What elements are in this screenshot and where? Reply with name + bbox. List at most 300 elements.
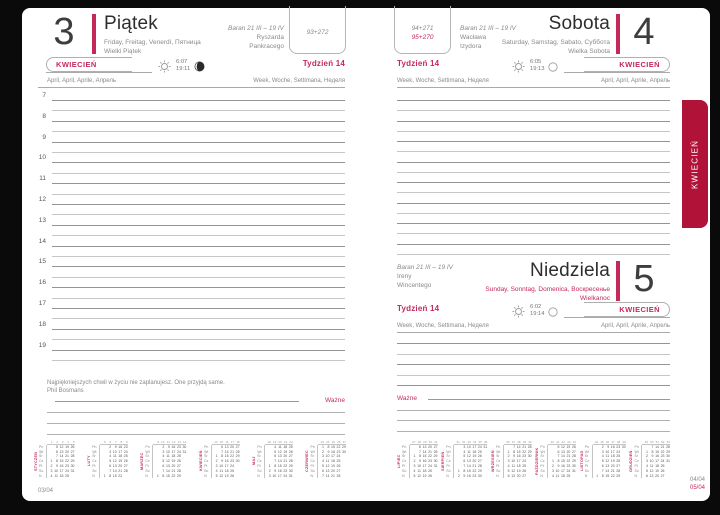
sunday-line: [397, 343, 670, 344]
mini-calendar-date: 2: [162, 444, 165, 449]
week-number: 12: [172, 440, 176, 444]
week-number: 22: [289, 440, 293, 444]
mini-calendar-date: 25: [336, 459, 341, 464]
mini-calendar-date: 31: [288, 473, 293, 478]
mini-calendar-grid: [257, 440, 293, 478]
mini-calendar-date: 28: [477, 463, 482, 468]
mini-calendar-date: 29: [571, 459, 576, 464]
mini-calendar-date: 3: [463, 444, 466, 449]
mini-calendar-date: 28: [527, 444, 532, 449]
saturday-line: [397, 162, 670, 163]
mini-calendar-date: 10: [649, 459, 654, 464]
mini-calendar-date: 26: [660, 468, 665, 473]
mini-calendar-date: 18: [610, 454, 615, 459]
mini-calendar-date: 19: [516, 468, 521, 473]
mini-calendar-date: 4: [274, 444, 277, 449]
quote-text: Najpiękniejszych chwil w życiu nie zaplanujesz. One przyjdą same.: [47, 380, 225, 386]
mini-calendar-date: 28: [123, 468, 128, 473]
mini-calendar-date: 23: [230, 459, 235, 464]
mini-calendar-date: 26: [428, 473, 432, 478]
mini-calendar-date: 10: [466, 444, 471, 449]
saturday-line: [397, 213, 670, 214]
week-number: 2: [56, 440, 58, 444]
sunday-line: [397, 385, 670, 386]
mini-calendar-date: 12: [277, 449, 282, 454]
mini-calendar-month-name: KWIECIEŃ: [199, 450, 204, 472]
mini-calendar-date: 22: [118, 473, 123, 478]
mini-calendar-date: 29: [527, 449, 532, 454]
mini-calendar-day-row: [446, 474, 487, 479]
week-number: 44: [594, 440, 599, 444]
mini-calendar-date: 17: [560, 468, 565, 473]
mini-calendar-date: 30: [288, 468, 293, 473]
mini-calendar-date: 8: [327, 444, 330, 449]
mini-calendar-date: 14: [224, 449, 229, 454]
mini-calendar-date: 24: [428, 463, 432, 468]
note-line: [397, 410, 670, 411]
mini-calendar-date: 2: [50, 463, 53, 468]
mini-calendar-date: 30: [666, 454, 670, 459]
mini-calendar-date: 14: [605, 468, 610, 473]
mini-calendar-date: 9: [274, 468, 277, 473]
mini-calendar-date: 21: [230, 449, 235, 454]
hour-label: 17: [38, 300, 46, 307]
weekday-abbr: N: [585, 474, 593, 479]
half-hour-line: [52, 298, 345, 299]
mini-calendar-date: 17: [472, 444, 477, 449]
mini-calendar-date: 30: [235, 459, 240, 464]
mini-calendar-date: 11: [54, 473, 58, 478]
weekday-abbr: Pt: [145, 464, 153, 469]
mini-calendar-date: 20: [655, 473, 659, 478]
mini-calendar: [252, 440, 293, 482]
mini-calendar-date: 25: [477, 449, 482, 454]
mini-calendar-date: 28: [288, 459, 293, 464]
weekday-abbr: N: [634, 474, 642, 479]
mini-calendar-date: 1: [321, 444, 324, 449]
sat-month-langs: April, April, Aprile, Апрель: [600, 78, 670, 84]
weekday-abbr: Wt: [585, 450, 593, 455]
mini-calendar-date: 30: [433, 459, 438, 464]
mini-calendar-date: 21: [118, 468, 123, 473]
mini-calendar-date: 20: [283, 454, 288, 459]
mini-calendar-date: 14: [560, 454, 565, 459]
hour-label: 10: [38, 154, 46, 162]
weekday-abbr: N: [145, 474, 153, 479]
mini-calendar-date: 5: [274, 449, 277, 454]
weekday-abbr: N: [446, 474, 454, 479]
mini-calendar-date: 7: [419, 449, 421, 454]
week-number: 18: [267, 440, 271, 444]
left-day-holiday: Wielki Piątek: [104, 48, 142, 55]
mini-calendar-date: 29: [477, 468, 482, 473]
hour-line: [52, 204, 345, 205]
mini-calendar-date: 16: [655, 454, 659, 459]
mini-calendar-date: 2: [457, 473, 460, 478]
mini-calendar-strip-right: [397, 440, 670, 482]
mini-calendar-date: 8: [601, 473, 604, 478]
mini-calendar-date: 23: [176, 444, 181, 449]
mini-calendar-date: 12: [605, 459, 610, 464]
mini-calendar-date: 27: [288, 454, 293, 459]
mini-calendar-date: 24: [566, 468, 571, 473]
sat-month-underline: [564, 72, 670, 73]
mini-calendar-grid: [145, 440, 186, 478]
left-day-accent-bar: [92, 14, 96, 54]
mini-calendar-date: 21: [610, 468, 615, 473]
weekday-abbr: Śr: [257, 454, 265, 459]
mini-calendar-date: 3: [551, 468, 554, 473]
mini-calendar-date: 8: [274, 463, 277, 468]
mini-calendar-date: 18: [560, 473, 565, 478]
mini-calendar-date: 13: [511, 473, 516, 478]
week-number: 33: [467, 440, 471, 444]
mini-calendar-date: 15: [59, 459, 64, 464]
half-hour-line: [52, 194, 345, 195]
mini-calendar-date: 17: [277, 473, 282, 478]
mini-calendar-date: 11: [417, 468, 421, 473]
mini-calendar-date: 3: [321, 454, 324, 459]
mini-calendar-date: 7: [56, 454, 58, 459]
weekday-abbr: N: [496, 474, 504, 479]
left-day-langs: Friday, Freitag, Venerdì, Пятница: [104, 39, 201, 46]
mini-calendar-day-row: [39, 474, 75, 479]
sat-day-number: 4: [633, 11, 655, 53]
hour-line: [52, 246, 345, 247]
half-hour-line: [52, 339, 345, 340]
mini-calendar-date: 1: [551, 459, 554, 464]
mini-calendar-date: 28: [433, 449, 438, 454]
mini-calendar-date: 13: [466, 459, 471, 464]
week-number: 15: [219, 440, 224, 444]
mini-calendar-date: 22: [230, 454, 235, 459]
saturday-line: [397, 141, 670, 142]
mini-calendar-date: 13: [224, 444, 229, 449]
weekday-abbr: Pt: [540, 464, 548, 469]
week-number: 42: [561, 440, 565, 444]
sun-icon: [512, 305, 525, 318]
mini-calendar-date: 5: [109, 459, 112, 464]
weekday-abbr: Wt: [257, 450, 265, 455]
week-number: 26: [337, 440, 341, 444]
weekday-abbr: N: [540, 474, 548, 479]
mini-calendar-date: 11: [325, 459, 330, 464]
saturday-line: [397, 233, 670, 234]
mini-calendar-date: 20: [118, 463, 123, 468]
weekday-abbr: Pt: [92, 464, 100, 469]
mini-calendar: [441, 440, 487, 482]
mini-calendar-date: 7: [513, 444, 516, 449]
mini-calendar-date: 12: [219, 473, 224, 478]
mini-calendar-date: 26: [123, 459, 128, 464]
hour-line: [52, 287, 345, 288]
mini-calendar-date: 1: [103, 473, 106, 478]
mini-calendar-date: 15: [422, 454, 427, 459]
mini-calendar-date: 17: [422, 463, 427, 468]
mini-calendar-date: 1: [457, 468, 460, 473]
week-number: 49: [644, 440, 648, 444]
mini-calendar-date: 11: [555, 473, 560, 478]
mini-calendar-date: 1: [50, 459, 53, 464]
hour-label: 12: [38, 196, 46, 203]
mini-calendar-date: 12: [649, 468, 654, 473]
mini-calendar-date: 8: [463, 468, 466, 473]
mini-calendar: [305, 440, 346, 482]
mini-calendar-date: 23: [283, 468, 288, 473]
mini-calendar-date: 7: [162, 468, 165, 473]
weekday-abbr: Cz: [310, 459, 318, 464]
sun-icon: [512, 60, 525, 73]
mini-calendar-date: 14: [422, 449, 427, 454]
mini-calendar-date: 13: [112, 463, 117, 468]
mini-calendar-date: 23: [65, 463, 69, 468]
weekday-abbr: Pt: [310, 464, 318, 469]
right-important-line: [428, 399, 670, 400]
mini-calendar-date: 8: [513, 449, 516, 454]
hour-label: 14: [38, 237, 46, 245]
weekday-abbr: So: [257, 469, 265, 474]
mini-calendar-date: 13: [59, 449, 64, 454]
mini-calendar-date: [570, 474, 576, 479]
hour-label: 7: [42, 92, 46, 99]
mini-calendar-date: 22: [472, 468, 477, 473]
mini-calendar-date: 3: [601, 449, 604, 454]
weekday-abbr: So: [39, 469, 47, 474]
mini-calendar-date: 15: [224, 454, 229, 459]
mini-calendar-date: 15: [112, 473, 117, 478]
mini-calendar-date: 2: [646, 454, 648, 459]
hour-line: [52, 350, 345, 351]
mini-calendar-date: 24: [230, 463, 235, 468]
mini-calendar-date: 8: [162, 473, 165, 478]
weekday-abbr: Pn: [540, 445, 548, 450]
mini-calendar-date: 29: [666, 449, 670, 454]
left-month-langs: April, April, Aprile, Апрель: [47, 78, 117, 84]
mini-calendar-date: 18: [283, 444, 288, 449]
weekday-abbr: N: [204, 474, 212, 479]
mini-calendar-date: 2: [321, 449, 324, 454]
half-hour-line: [52, 131, 345, 132]
mini-calendar-date: 4: [162, 454, 165, 459]
mini-calendar-date: 12: [417, 473, 421, 478]
mini-calendar-date: 2: [413, 459, 416, 464]
left-nameday-2: Pankracego: [249, 43, 284, 50]
mini-calendar-date: 13: [165, 463, 170, 468]
weekday-abbr: Pn: [634, 445, 642, 450]
mini-calendar-date: 20: [472, 459, 477, 464]
mini-calendar-date: [181, 474, 187, 479]
mini-calendar-date: 24: [522, 459, 527, 464]
mini-calendar-month-name: STYCZEŃ: [34, 451, 38, 471]
mini-calendar-date: 28: [235, 449, 240, 454]
mini-calendar-date: 9: [463, 473, 466, 478]
week-number: 31: [434, 440, 438, 444]
mini-calendar-date: [340, 474, 346, 479]
week-number: 14: [214, 440, 218, 444]
mini-calendar-date: 9: [651, 454, 654, 459]
mini-calendar-date: 21: [283, 459, 288, 464]
mini-calendar-date: 22: [283, 463, 288, 468]
weekday-abbr: Pn: [402, 445, 410, 450]
sun-month-langs: April, April, Aprile, Апрель: [600, 323, 670, 329]
mini-calendar-date: 23: [428, 459, 432, 464]
mini-calendar-date: 27: [477, 459, 482, 464]
mini-calendar-day-row: [634, 474, 670, 479]
mini-calendar-date: 12: [511, 468, 516, 473]
mini-calendar-date: 4: [50, 473, 53, 478]
mini-calendar: [580, 440, 626, 482]
left-day-name: Piątek: [104, 13, 159, 34]
mini-calendar-grid: [310, 440, 346, 478]
mini-calendar-date: 27: [70, 449, 75, 454]
mini-calendar-date: 17: [224, 463, 229, 468]
mini-calendar-date: 16: [516, 454, 521, 459]
mini-calendar-date: 3: [268, 473, 271, 478]
week-number: 25: [331, 440, 335, 444]
mini-calendar-date: 10: [165, 449, 170, 454]
left-month-underline: [46, 72, 152, 73]
mini-calendar-date: 24: [123, 449, 128, 454]
mini-calendar-month-name: LISTOPAD: [579, 450, 584, 472]
mini-calendar-date: 29: [433, 454, 438, 459]
sunday-line: [397, 375, 670, 376]
mini-calendar-date: 20: [65, 449, 69, 454]
mini-calendar-date: 14: [277, 459, 282, 464]
mini-calendar-date: 11: [113, 454, 117, 459]
week-number: 6: [109, 440, 112, 444]
mini-calendar-date: 31: [483, 444, 488, 449]
mini-calendar-date: 18: [224, 468, 229, 473]
mini-calendar-grid: [402, 440, 438, 478]
note-line: [397, 420, 670, 421]
mini-calendar-date: 13: [649, 473, 654, 478]
mini-calendar-date: 6: [646, 473, 648, 478]
mini-calendar-date: 9: [607, 444, 610, 449]
hour-line: [52, 266, 345, 267]
mini-calendar-date: 20: [230, 444, 235, 449]
sat-sunrise: 6:05: [530, 59, 542, 65]
mini-calendar-date: 22: [522, 449, 527, 454]
mini-calendar-date: [432, 474, 438, 479]
mini-calendar-date: 19: [283, 449, 288, 454]
mini-calendar-date: 1: [268, 463, 271, 468]
mini-calendar-date: 7: [601, 468, 604, 473]
mini-calendar-date: 15: [277, 463, 282, 468]
mini-calendar-date: 2: [109, 444, 112, 449]
mini-calendar-grid: [204, 440, 240, 478]
weekday-abbr: Pt: [257, 464, 265, 469]
weekday-abbr: Cz: [145, 459, 153, 464]
week-number: 44: [572, 440, 576, 444]
mini-calendar-date: 8: [56, 459, 58, 464]
mini-calendar-grid: [496, 440, 532, 478]
mini-calendar-date: 1: [507, 449, 510, 454]
week-number: 47: [611, 440, 615, 444]
mini-calendar-date: 7: [463, 463, 466, 468]
month-side-tab[interactable]: KWIECIEŃ: [682, 100, 708, 228]
mini-calendar-date: 10: [325, 454, 330, 459]
mini-calendar-date: 18: [59, 473, 64, 478]
mini-calendar-date: 3: [646, 459, 648, 464]
mini-calendar-month-name: LIPIEC: [397, 454, 401, 468]
mini-calendar-date: 26: [336, 463, 341, 468]
mini-calendar: [140, 440, 186, 482]
saturday-line: [397, 192, 670, 193]
note-line: [397, 431, 670, 432]
mini-calendar-date: 5: [601, 459, 604, 464]
sunday-line: [397, 354, 670, 355]
week-number: 27: [412, 440, 416, 444]
mini-calendar-date: 23: [566, 463, 571, 468]
week-number: 45: [600, 440, 604, 444]
weekday-abbr: So: [540, 469, 548, 474]
weekday-abbr: Śr: [585, 454, 593, 459]
mini-calendar-date: 16: [422, 459, 427, 464]
weekday-abbr: Pn: [39, 445, 47, 450]
left-important-label: Ważne: [325, 397, 345, 404]
sun-day-accent-bar: [616, 261, 620, 301]
hour-line: [52, 329, 345, 330]
left-zodiac-namedays: [178, 24, 284, 51]
left-important-line: [55, 401, 299, 402]
mini-calendar-date: 14: [165, 468, 170, 473]
weekday-abbr: Cz: [402, 459, 410, 464]
saturday-line: [397, 182, 670, 183]
weekday-abbr: Pt: [634, 464, 642, 469]
sun-day-langs: Sunday, Sonntag, Domenica, Воскресенье: [485, 286, 610, 293]
mini-calendar-date: 4: [551, 473, 554, 478]
mini-calendar-date: 15: [655, 449, 659, 454]
mini-calendar-date: 1: [596, 473, 599, 478]
mini-calendar-date: 22: [171, 473, 176, 478]
mini-calendar-day-row: [310, 474, 346, 479]
hour-line: [52, 225, 345, 226]
sun-day-number: 5: [633, 258, 655, 300]
mini-calendar-date: [526, 474, 532, 479]
mini-calendar-date: 24: [616, 449, 621, 454]
mini-calendar-date: 28: [176, 468, 181, 473]
week-number: 38: [517, 440, 521, 444]
mini-calendar-date: 29: [616, 473, 621, 478]
sat-sunset: 19:13: [530, 66, 545, 72]
mini-calendar-date: 16: [331, 449, 335, 454]
saturday-line: [397, 254, 670, 255]
mini-calendar-date: 29: [288, 463, 293, 468]
sun-week-rule: [397, 332, 670, 333]
week-number: 20: [278, 440, 282, 444]
mini-calendar-grid: [634, 440, 670, 478]
mini-calendar-date: 9: [167, 444, 170, 449]
mini-calendar-date: 8: [109, 473, 112, 478]
sun-month-underline: [564, 317, 670, 318]
mini-calendar-date: 12: [466, 454, 471, 459]
mini-calendar-date: 2: [268, 468, 271, 473]
mini-calendar: [87, 440, 128, 482]
mini-calendar-date: 23: [522, 454, 527, 459]
mini-calendar-date: 14: [112, 468, 117, 473]
mini-calendar-date: 19: [655, 468, 659, 473]
mini-calendar-date: 25: [65, 473, 69, 478]
half-hour-line: [52, 360, 345, 361]
weekday-abbr: Cz: [92, 459, 100, 464]
saturday-line: [397, 244, 670, 245]
mini-calendar-date: 11: [278, 444, 282, 449]
mini-calendar-date: [664, 474, 670, 479]
mini-calendar-date: 14: [516, 444, 521, 449]
mini-calendar-date: 6: [162, 463, 165, 468]
mini-calendar-date: 18: [331, 459, 335, 464]
mini-calendar-date: 9: [557, 463, 560, 468]
